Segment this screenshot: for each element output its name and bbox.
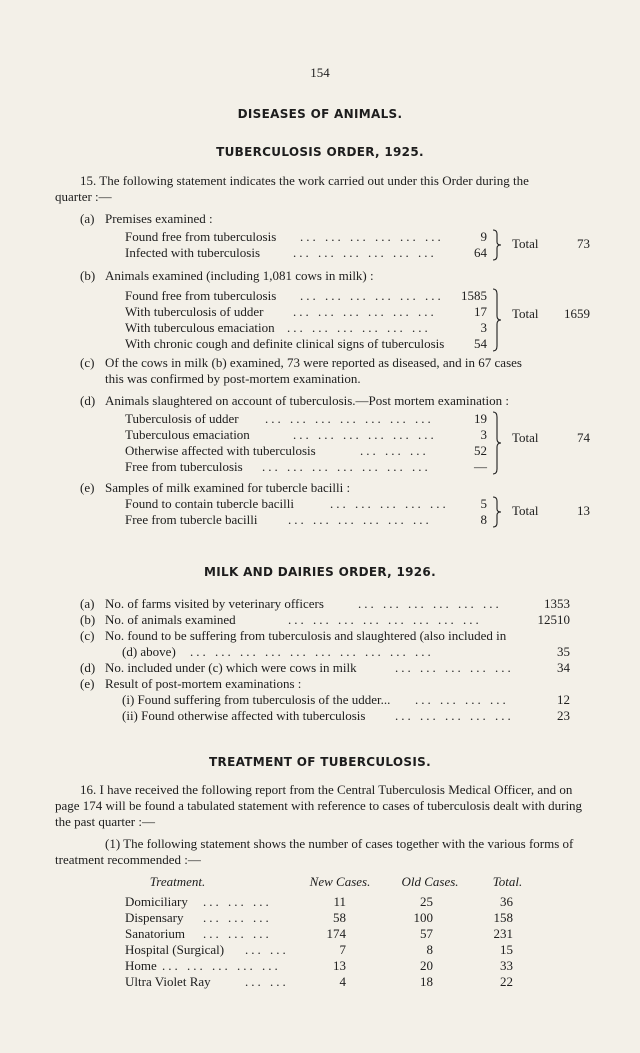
leader-dots: ... ... ... bbox=[203, 926, 272, 941]
milk-item-value: 34 bbox=[557, 660, 570, 675]
item-d-row-text: Tuberculosis of udder bbox=[125, 411, 239, 426]
item-c-label: (c) bbox=[80, 355, 95, 370]
table-cell-new: 58 bbox=[333, 910, 346, 925]
table-cell-total: 158 bbox=[493, 910, 513, 925]
item-e-total-label: Total bbox=[512, 503, 539, 518]
item-e-row-text: Free from tubercle bacilli bbox=[125, 512, 258, 527]
leader-dots: ... ... ... ... ... ... bbox=[287, 320, 431, 335]
item-b-row-value: 17 bbox=[474, 304, 487, 319]
table-cell-total: 22 bbox=[500, 974, 513, 989]
milk-order-heading: MILK AND DAIRIES ORDER, 1926. bbox=[204, 565, 436, 579]
item-d-row-text: Free from tuberculosis bbox=[125, 459, 243, 474]
item-e-row-value: 5 bbox=[480, 496, 487, 511]
milk-item-value: 12510 bbox=[537, 612, 570, 627]
milk-item-text: (ii) Found otherwise affected with tuberculosis bbox=[122, 708, 366, 723]
leader-dots: ... ... ... ... ... ... bbox=[300, 229, 444, 244]
table-header-treatment: Treatment. bbox=[149, 874, 206, 889]
leader-dots: ... ... ... ... ... ... ... bbox=[265, 411, 434, 426]
milk-item-label: (a) bbox=[80, 596, 95, 611]
para-16-line-3: the past quarter :— bbox=[55, 814, 155, 829]
item-d-label: (d) bbox=[80, 393, 96, 408]
item-e-text: Samples of milk examined for tubercle bacilli : bbox=[105, 480, 351, 495]
milk-item-value: 35 bbox=[557, 644, 570, 659]
table-cell-new: 11 bbox=[333, 894, 346, 909]
item-d-row-value: 3 bbox=[480, 427, 487, 442]
item-e-label: (e) bbox=[80, 480, 95, 495]
table-cell-total: 36 bbox=[500, 894, 513, 909]
table-cell-old: 18 bbox=[420, 974, 433, 989]
item-b-row-text: Found free from tuberculosis bbox=[125, 288, 277, 303]
item-b-label: (b) bbox=[80, 268, 96, 283]
milk-item-value: 23 bbox=[557, 708, 570, 723]
item-d-total: 74 bbox=[577, 430, 590, 445]
tb-order-heading: TUBERCULOSIS ORDER, 1925. bbox=[216, 145, 424, 159]
leader-dots: ... ... ... ... ... ... bbox=[300, 288, 444, 303]
treatment-heading: TREATMENT OF TUBERCULOSIS. bbox=[209, 755, 431, 769]
item-b-row-text: With tuberculosis of udder bbox=[125, 304, 264, 319]
leader-dots: ... ... ... bbox=[360, 443, 429, 458]
brace-icon bbox=[492, 411, 502, 475]
item-c-line-1: Of the cows in milk (b) examined, 73 were reported as diseased, and in 67 cases bbox=[105, 355, 522, 370]
milk-item-text: (d) above) bbox=[122, 644, 176, 659]
para-16-line-1: 16. I have received the following report from the Central Tuberculosis Medical Officer, and on bbox=[80, 782, 573, 797]
table-cell-old: 57 bbox=[420, 926, 433, 941]
table-cell-treatment: Domiciliary bbox=[125, 894, 188, 909]
brace-icon bbox=[492, 288, 502, 352]
item-a-row-value: 64 bbox=[474, 245, 487, 260]
item-a-text: Premises examined : bbox=[105, 211, 213, 226]
item-d-row-text: Tuberculous emaciation bbox=[125, 427, 250, 442]
para-16-line-2: page 174 will be found a tabulated statement with reference to cases of tuberculosis dealt with during bbox=[55, 798, 583, 813]
milk-item-text: No. of farms visited by veterinary officers bbox=[105, 596, 324, 611]
leader-dots: ... ... ... ... ... ... bbox=[293, 427, 437, 442]
item-d-row-text: Otherwise affected with tuberculosis bbox=[125, 443, 316, 458]
item-b-total: 1659 bbox=[564, 306, 590, 321]
leader-dots: ... ... ... ... ... ... ... ... ... ... bbox=[190, 644, 434, 659]
item-a-total-label: Total bbox=[512, 236, 539, 251]
leader-dots: ... ... ... ... bbox=[415, 692, 509, 707]
leader-dots: ... ... ... ... ... bbox=[395, 660, 514, 675]
leader-dots: ... ... ... ... ... bbox=[330, 496, 449, 511]
leader-dots: ... ... ... ... ... ... bbox=[293, 245, 437, 260]
milk-item-text: (i) Found suffering from tuberculosis of the udder... bbox=[122, 692, 391, 707]
item-e-row-text: Found to contain tubercle bacilli bbox=[125, 496, 294, 511]
item-a-label: (a) bbox=[80, 211, 95, 226]
leader-dots: ... ... bbox=[245, 974, 289, 989]
table-cell-old: 8 bbox=[426, 942, 433, 957]
milk-item-text: Result of post-mortem examinations : bbox=[105, 676, 302, 691]
tb-intro-line-1: 15. The following statement indicates the work carried out under this Order during the bbox=[80, 173, 529, 188]
para-1-line-1: (1) The following statement shows the number of cases together with the various forms of bbox=[105, 836, 574, 851]
table-cell-total: 33 bbox=[500, 958, 513, 973]
item-d-row-value: 52 bbox=[474, 443, 487, 458]
milk-item-label: (d) bbox=[80, 660, 96, 675]
table-cell-treatment: Dispensary bbox=[125, 910, 184, 925]
item-a-row-text: Found free from tuberculosis bbox=[125, 229, 277, 244]
table-header-old-cases: Old Cases. bbox=[401, 874, 459, 889]
item-a-row-text: Infected with tuberculosis bbox=[125, 245, 261, 260]
leader-dots: ... ... ... bbox=[203, 910, 272, 925]
item-e-row-value: 8 bbox=[480, 512, 487, 527]
item-e-total: 13 bbox=[577, 503, 590, 518]
leader-dots: ... ... ... ... ... bbox=[395, 708, 514, 723]
milk-item-label: (c) bbox=[80, 628, 95, 643]
milk-item-label: (b) bbox=[80, 612, 96, 627]
item-a-row-value: 9 bbox=[480, 229, 487, 244]
item-d-total-label: Total bbox=[512, 430, 539, 445]
leader-dots: ... ... ... ... ... ... ... bbox=[262, 459, 431, 474]
item-b-row-text: With tuberculous emaciation bbox=[125, 320, 275, 335]
item-a-total: 73 bbox=[577, 236, 590, 251]
table-cell-new: 4 bbox=[339, 974, 346, 989]
tb-intro-line-2: quarter :— bbox=[55, 189, 112, 204]
leader-dots: ... ... ... ... ... ... bbox=[293, 304, 437, 319]
milk-item-text: No. found to be suffering from tuberculosis and slaughtered (also included in bbox=[105, 628, 507, 643]
brace-icon bbox=[492, 496, 502, 528]
page-number: 154 bbox=[310, 65, 330, 80]
milk-item-value: 12 bbox=[557, 692, 570, 707]
brace-icon bbox=[492, 229, 502, 261]
item-b-row-value: 1585 bbox=[461, 288, 487, 303]
item-c-line-2: this was confirmed by post-mortem examination. bbox=[105, 371, 361, 386]
table-cell-treatment: Home bbox=[125, 958, 157, 973]
table-cell-new: 13 bbox=[333, 958, 346, 973]
leader-dots: ... ... bbox=[245, 942, 289, 957]
table-cell-treatment: Sanatorium bbox=[125, 926, 185, 941]
item-b-text: Animals examined (including 1,081 cows in milk) : bbox=[105, 268, 374, 283]
milk-item-label: (e) bbox=[80, 676, 95, 691]
para-1-line-2: treatment recommended :— bbox=[55, 852, 201, 867]
leader-dots: ... ... ... bbox=[203, 894, 272, 909]
table-header-new-cases: New Cases. bbox=[309, 874, 371, 889]
milk-item-text: No. of animals examined bbox=[105, 612, 236, 627]
page-title: DISEASES OF ANIMALS. bbox=[237, 107, 403, 121]
leader-dots: ... ... ... ... ... ... bbox=[288, 512, 432, 527]
milk-item-text: No. included under (c) which were cows in milk bbox=[105, 660, 357, 675]
item-d-text: Animals slaughtered on account of tuberculosis.—Post mortem examination : bbox=[105, 393, 510, 408]
table-cell-old: 20 bbox=[420, 958, 433, 973]
leader-dots: ... ... ... ... ... ... bbox=[358, 596, 502, 611]
table-cell-total: 15 bbox=[500, 942, 513, 957]
table-cell-old: 100 bbox=[413, 910, 433, 925]
table-cell-new: 7 bbox=[339, 942, 346, 957]
table-header-total: Total. bbox=[492, 874, 523, 889]
leader-dots: ... ... ... ... ... bbox=[162, 958, 281, 973]
table-cell-new: 174 bbox=[326, 926, 346, 941]
table-cell-total: 231 bbox=[493, 926, 513, 941]
item-b-total-label: Total bbox=[512, 306, 539, 321]
item-b-row-value: 54 bbox=[474, 336, 487, 351]
item-b-row-text: With chronic cough and definite clinical signs of tuberculosis bbox=[125, 336, 445, 351]
item-d-row-value: 19 bbox=[474, 411, 487, 426]
table-cell-old: 25 bbox=[420, 894, 433, 909]
item-d-row-value: — bbox=[474, 459, 487, 474]
item-b-row-value: 3 bbox=[480, 320, 487, 335]
milk-item-value: 1353 bbox=[544, 596, 570, 611]
table-cell-treatment: Hospital (Surgical) bbox=[125, 942, 225, 957]
leader-dots: ... ... ... ... ... ... ... ... bbox=[288, 612, 482, 627]
table-cell-treatment: Ultra Violet Ray bbox=[125, 974, 211, 989]
